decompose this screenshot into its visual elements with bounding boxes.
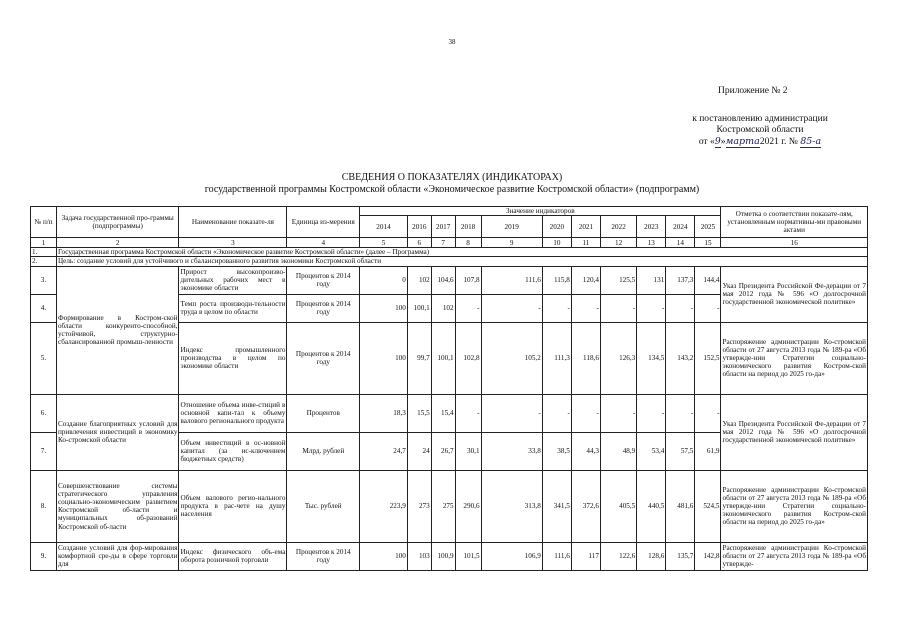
note-strategy-189-b: Распоряжение администрации Ко-стромской области от 27 августа 2013 года № 189-ра «Об утвержде-нии Стратегии социально-экономического развития Костром-ской области на период до 2025 го-да» [721, 470, 868, 542]
value-2017: 26,7 [431, 432, 455, 470]
table-row [31, 394, 868, 432]
task-strategic-management: Совершенствование системы стратегического управления социально-экономическим развитием Костромской об-ласти и муниципальных об-разований Костромской об-ласти [56, 470, 179, 542]
row-2-text: Цель: создание условий для устойчивого и сбалансированного развития экономики Костромской области [56, 257, 867, 266]
table-row [31, 470, 868, 542]
indicator-name: Индекс физического объ-ема оборота розничной торговли [179, 542, 287, 570]
indicators-table [30, 206, 868, 571]
value-2019: 111,6 [481, 266, 542, 294]
column-index-4: 4 [287, 238, 360, 248]
value-2018: 290,6 [455, 470, 481, 542]
header-unit: Единица из-мерения [287, 207, 360, 238]
value-2017: 275 [431, 470, 455, 542]
indicator-name: Индекс промышленного производства в целом по экономике области [179, 322, 287, 394]
value-2024: 135,7 [666, 542, 695, 570]
document-title [0, 172, 904, 196]
value-2025: - [695, 294, 721, 322]
year-header-2017: 2017 [431, 216, 455, 238]
value-2021: 117 [571, 542, 600, 570]
row-number: 6. [31, 394, 57, 432]
year-header-2025: 2025 [695, 216, 721, 238]
value-2016: 103 [407, 542, 431, 570]
table-row [31, 542, 868, 570]
value-2016: 100,1 [407, 294, 431, 322]
task-industry: Формирование в Костром-ской области конкуренто-способной, устойчивой, структурно-сбалансированной промыш-ленности [56, 266, 179, 394]
column-index-12: 12 [600, 238, 636, 248]
column-index-7: 7 [431, 238, 455, 248]
value-2022: 405,5 [600, 470, 636, 542]
value-2021: 44,3 [571, 432, 600, 470]
column-index-14: 14 [666, 238, 695, 248]
value-2018: - [455, 394, 481, 432]
column-index-10: 10 [542, 238, 571, 248]
row-number: 4. [31, 294, 57, 322]
value-2025: 142,8 [695, 542, 721, 570]
year-header-2024: 2024 [666, 216, 695, 238]
value-2014: 100 [360, 542, 408, 570]
value-2023: 131 [637, 266, 666, 294]
unit-cell: Тыс. рублей [287, 470, 360, 542]
value-2024: - [666, 394, 695, 432]
date-year: 2021 г. № [759, 137, 798, 147]
value-2022: 122,6 [600, 542, 636, 570]
row-2 [31, 257, 868, 266]
year-header-2021: 2021 [571, 216, 600, 238]
column-index-9: 9 [481, 238, 542, 248]
row-number: 3. [31, 266, 57, 294]
indicator-name: Прирост высокопроизво-дительных рабочих мест в экономике области [180, 267, 286, 293]
column-index-3: 3 [179, 238, 287, 248]
value-2023: 440,5 [637, 470, 666, 542]
note-decree-596-b: Указ Президента Российской Фе-дерации от 7 мая 2012 года № 596 «О долгосрочной государственной экономической политике» [721, 394, 868, 470]
year-header-2023: 2023 [637, 216, 666, 238]
header-task: Задача государственной про-граммы (подпрограммы) [56, 207, 179, 238]
value-2021: 118,6 [571, 322, 600, 394]
value-2017: 15,4 [431, 394, 455, 432]
value-2017: 102 [431, 294, 455, 322]
task-investment: Создание благоприятных условий для привлечения инвестиций в экономику Ко-стромской области [56, 394, 179, 470]
value-2025: 152,5 [695, 322, 721, 394]
value-2023: - [637, 294, 666, 322]
value-2022: 125,5 [600, 266, 636, 294]
value-2024: 481,6 [666, 470, 695, 542]
value-2025: 524,5 [695, 470, 721, 542]
handwritten-number: 85-а [800, 136, 822, 147]
value-2019: 105,2 [481, 322, 542, 394]
value-2014: 18,3 [360, 394, 408, 432]
value-2025: 61,9 [695, 432, 721, 470]
value-2019: 106,9 [481, 542, 542, 570]
value-2014: 100 [360, 294, 408, 322]
title-line-2: государственной программы Костромской области «Экономическое развитие Костромской области» (подпрограмм) [204, 184, 700, 195]
value-2014: 24,7 [360, 432, 408, 470]
column-index-6: 6 [407, 238, 431, 248]
value-2020: 341,5 [542, 470, 571, 542]
value-2020: - [542, 394, 571, 432]
value-2016: 273 [407, 470, 431, 542]
note-strategy-189-a: Распоряжение администрации Ко-стромской области от 27 августа 2013 года № 189-ра «Об утвержде-нии Стратегии социально-экономического развития Костром-ской области на период до 2025 го-да» [721, 322, 868, 394]
value-2014: 223,9 [360, 470, 408, 542]
unit-cell: Процентов к 2014 году [287, 322, 360, 394]
value-2020: - [542, 294, 571, 322]
column-index-15: 15 [695, 238, 721, 248]
column-index-16: 16 [721, 238, 868, 248]
value-2018: 107,8 [455, 266, 481, 294]
value-2018: - [455, 294, 481, 322]
value-2017: 100,9 [431, 542, 455, 570]
value-2019: 33,8 [481, 432, 542, 470]
year-header-2020: 2020 [542, 216, 571, 238]
value-2021: - [571, 394, 600, 432]
value-2018: 101,5 [455, 542, 481, 570]
value-2024: 143,2 [666, 322, 695, 394]
value-2016: 15,5 [407, 394, 431, 432]
value-2014: 100 [360, 322, 408, 394]
value-2021: - [571, 294, 600, 322]
value-2024: 137,3 [666, 266, 695, 294]
value-2014: 0 [360, 266, 408, 294]
value-2022: - [600, 294, 636, 322]
unit-cell: Процентов [287, 394, 360, 432]
row-2-num: 2. [31, 257, 57, 266]
date-prefix: от « [698, 137, 715, 147]
value-2022: 126,3 [600, 322, 636, 394]
year-header-2016: 2016 [407, 216, 431, 238]
indicator-name: Темп роста производи-тельности труда в целом по области [179, 294, 287, 322]
decree-reference [660, 114, 860, 148]
handwritten-day: 9 [714, 136, 721, 147]
year-header-2014: 2014 [360, 216, 408, 238]
value-2020: 115,8 [542, 266, 571, 294]
value-2016: 102 [407, 266, 431, 294]
indicator-name: Объем инвестиций в ос-новной капитал (за ис-ключением бюджетных средств) [179, 432, 287, 470]
value-2025: 144,4 [695, 266, 721, 294]
value-2018: 30,1 [455, 432, 481, 470]
appendix-title: Приложение № 2 [718, 86, 788, 96]
value-2016: 24 [407, 432, 431, 470]
row-1-text: Государственная программа Костромской области «Экономическое развитие Костромской области» (далее – Программа) [56, 248, 867, 257]
value-2017: 104,6 [431, 266, 455, 294]
decree-date-line [660, 136, 860, 148]
column-index-row [31, 238, 868, 248]
year-header-2022: 2022 [600, 216, 636, 238]
note-strategy-189-c: Распоряжение администрации Ко-стромской области от 27 августа 2013 года № 189-ра «Об утвержде- [722, 543, 866, 569]
value-2023: 53,4 [637, 432, 666, 470]
row-number: 7. [31, 432, 57, 470]
value-2024: 57,5 [666, 432, 695, 470]
row-1-num: 1. [31, 248, 57, 257]
value-2024: - [666, 294, 695, 322]
value-2023: - [637, 394, 666, 432]
value-2019: - [481, 294, 542, 322]
decree-line-2: Костромской области [716, 125, 804, 135]
column-index-1: 1 [31, 238, 57, 248]
header-values: Значение индикаторов [360, 207, 721, 216]
header-num: № п/п [31, 207, 57, 238]
column-index-13: 13 [637, 238, 666, 248]
value-2019: - [481, 394, 542, 432]
indicator-name: Объем валового регио-нального продукта в рас-чете на душу населения [179, 470, 287, 542]
value-2022: - [600, 394, 636, 432]
value-2021: 120,4 [571, 266, 600, 294]
value-2018: 102,8 [455, 322, 481, 394]
unit-cell: Млрд. рублей [287, 432, 360, 470]
decree-line-1: к постановлению администрации [692, 114, 828, 124]
title-line-1: СВЕДЕНИЯ О ПОКАЗАТЕЛЯХ (ИНДИКАТОРАХ) [341, 172, 563, 183]
page-number: 38 [448, 38, 456, 46]
column-index-11: 11 [571, 238, 600, 248]
row-number: 8. [31, 470, 57, 542]
value-2021: 372,6 [571, 470, 600, 542]
value-2020: 111,3 [542, 322, 571, 394]
row-1 [31, 248, 868, 257]
value-2025: - [695, 394, 721, 432]
unit-cell: Процентов к 2014 году [287, 542, 360, 570]
value-2017: 100,1 [431, 322, 455, 394]
value-2016: 99,7 [407, 322, 431, 394]
year-header-2019: 2019 [481, 216, 542, 238]
value-2022: 48,9 [600, 432, 636, 470]
header-indicator: Наименование показате-ля [179, 207, 287, 238]
header-note: Отметка о соответствии показате-лям, установленным нормативны-ми правовыми актами [721, 207, 868, 238]
column-index-2: 2 [56, 238, 179, 248]
row-number: 9. [31, 542, 57, 570]
handwritten-month: марта [725, 136, 760, 147]
table-row [31, 266, 868, 294]
unit-cell: Процентов к 2014 году [287, 294, 360, 322]
note-decree-596-a: Указ Президента Российской Фе-дерации от 7 мая 2012 года № 596 «О долгосрочной государственной экономической политике» [721, 266, 868, 322]
column-index-8: 8 [455, 238, 481, 248]
row-number: 5. [31, 322, 57, 394]
value-2020: 38,5 [542, 432, 571, 470]
date-mid: » [720, 137, 726, 147]
unit-cell: Процентов к 2014 году [287, 266, 360, 294]
value-2023: 134,5 [637, 322, 666, 394]
column-index-5: 5 [360, 238, 408, 248]
value-2023: 128,6 [637, 542, 666, 570]
value-2019: 313,8 [481, 470, 542, 542]
value-2020: 111,6 [542, 542, 571, 570]
task-trade: Создание условий для фор-мирования комфортной сре-ды в сфере торговли для [57, 543, 178, 569]
year-header-2018: 2018 [455, 216, 481, 238]
indicator-name: Отношение объема инве-стиций в основной капи-тал к объему валового регионального продукта [179, 394, 287, 432]
